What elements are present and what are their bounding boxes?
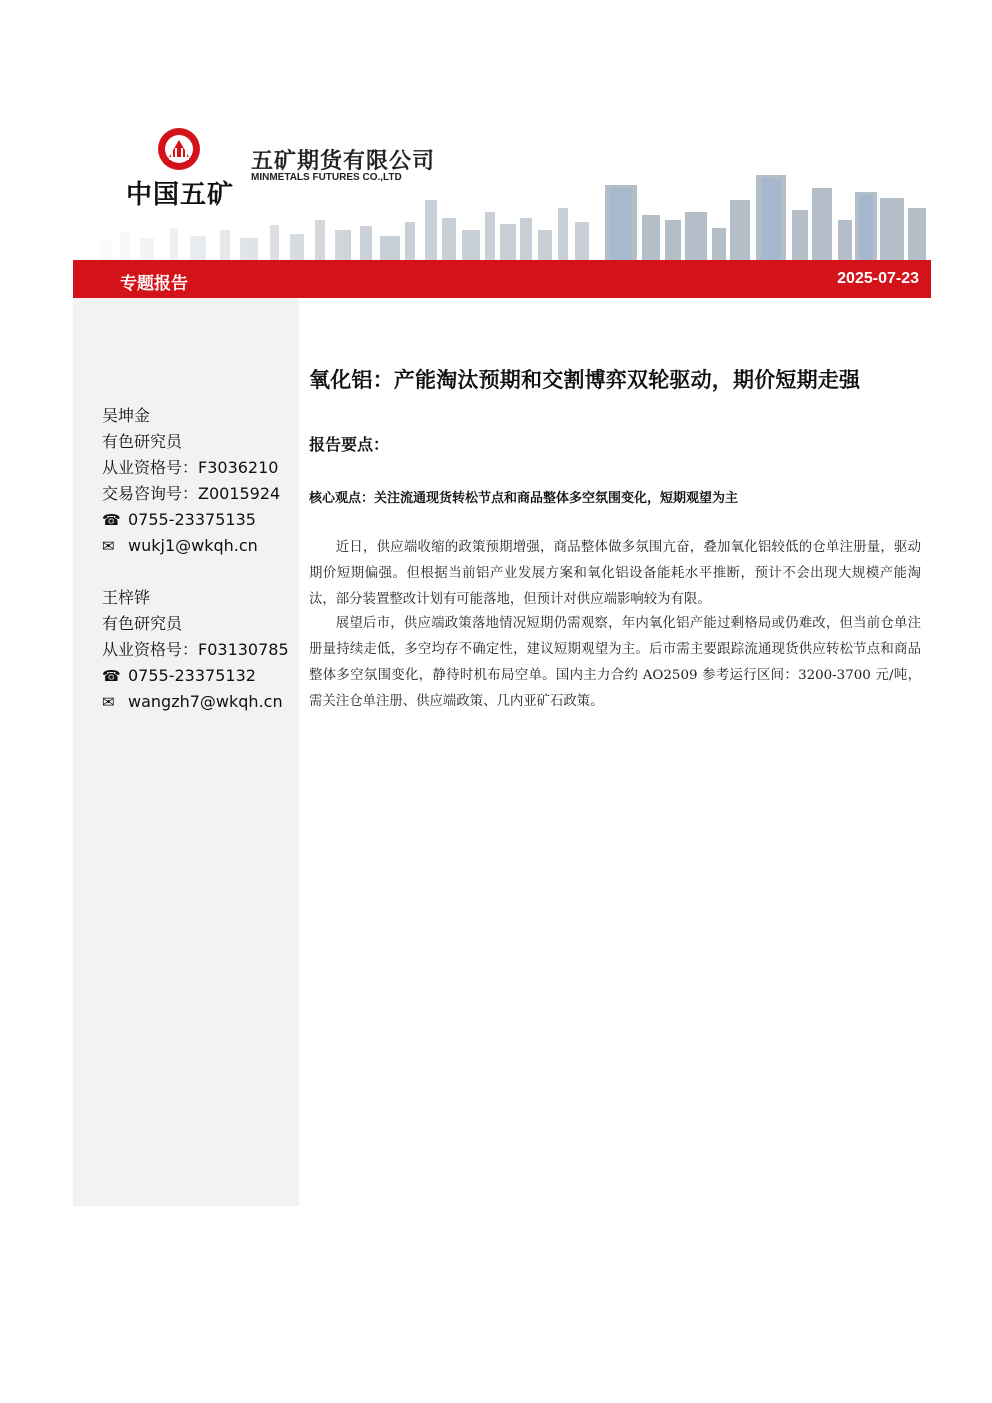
core-view-heading: 核心观点：关注流通现货转松节点和商品整体多空氛围变化，短期观望为主 bbox=[309, 491, 739, 506]
analyst-qualification: 从业资格号：F03130785 bbox=[102, 640, 289, 659]
logo-text: 中国五矿 bbox=[126, 180, 235, 210]
section-heading: 报告要点： bbox=[309, 435, 390, 454]
minmetals-emblem-icon bbox=[156, 126, 202, 172]
analyst-sidebar bbox=[73, 298, 299, 1206]
analyst-title: 有色研究员 bbox=[102, 614, 183, 633]
analyst-name: 王梓铧 bbox=[102, 588, 151, 607]
analyst-card bbox=[102, 585, 289, 715]
analyst-phone-row bbox=[102, 507, 280, 533]
analyst-email-row[interactable] bbox=[102, 689, 289, 715]
mail-icon: ✉ bbox=[102, 537, 115, 555]
analyst-email[interactable]: wangzh7@wkqh.cn bbox=[128, 692, 283, 711]
report-banner bbox=[73, 260, 931, 298]
analyst-consult-id: 交易咨询号：Z0015924 bbox=[102, 484, 281, 503]
company-name-cn: 五矿期货有限公司 bbox=[251, 149, 436, 174]
analyst-phone: 0755-23375135 bbox=[128, 510, 256, 529]
analyst-phone: 0755-23375132 bbox=[128, 666, 256, 685]
analyst-card bbox=[102, 403, 280, 559]
analyst-email-row[interactable] bbox=[102, 533, 280, 559]
report-header bbox=[0, 0, 992, 260]
report-type-label: 专题报告 bbox=[120, 274, 188, 294]
minmetals-logo bbox=[126, 126, 236, 216]
analyst-email[interactable]: wukj1@wkqh.cn bbox=[128, 536, 258, 555]
analyst-title: 有色研究员 bbox=[102, 432, 183, 451]
body-paragraph: 展望后市，供应端政策落地情况短期仍需观察，年内氧化铝产能过剩格局或仍难改，但当前仓单注册量持续走低，多空均存不确定性，建议短期观望为主。后市需主要跟踪流通现货供应转松节点和商品整体多空氛围变化，静待时机布局空单。国内主力合约 AO2509 参考运行区间：3200-3700 元/吨，需关注仓单注册、供应端政策、几内亚矿石政策。 bbox=[309, 616, 921, 709]
body-paragraph: 近日，供应端收缩的政策预期增强，商品整体做多氛围亢奋，叠加氧化铝较低的仓单注册量，驱动期价短期偏强。但根据当前铝产业发展方案和氧化铝设备能耗水平推断，预计不会出现大规模产能淘汰，部分装置整改计划有可能落地，但预计对供应端影响较为有限。 bbox=[309, 540, 921, 607]
phone-icon: ☎ bbox=[102, 511, 121, 529]
mail-icon: ✉ bbox=[102, 693, 115, 711]
report-title: 氧化铝：产能淘汰预期和交割博弈双轮驱动，期价短期走强 bbox=[309, 368, 861, 392]
company-name-en: MINMETALS FUTURES CO.,LTD bbox=[251, 172, 402, 183]
analyst-name: 吴坤金 bbox=[102, 406, 151, 425]
phone-icon: ☎ bbox=[102, 667, 121, 685]
analyst-qualification: 从业资格号：F3036210 bbox=[102, 458, 279, 477]
report-date: 2025-07-23 bbox=[837, 270, 919, 287]
analyst-phone-row bbox=[102, 663, 289, 689]
